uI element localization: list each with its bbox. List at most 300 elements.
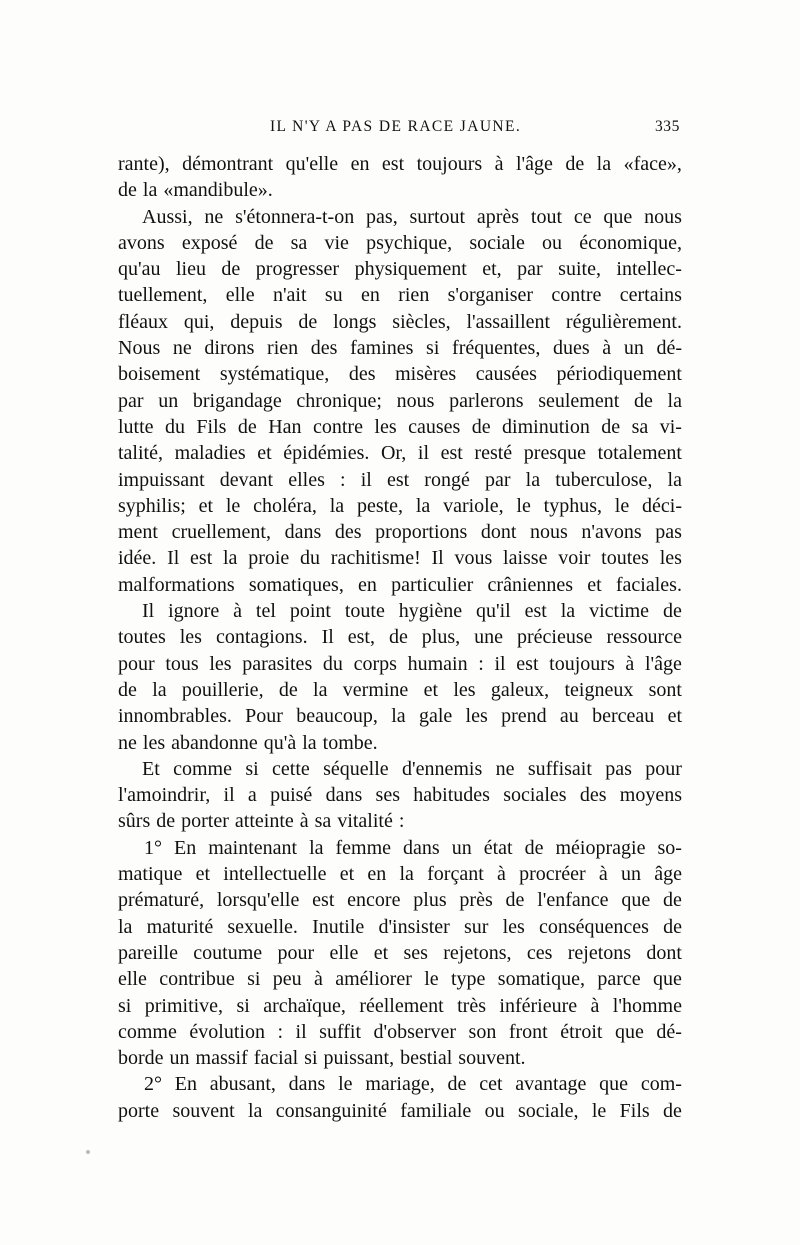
text-line xyxy=(118,993,682,1019)
word: lieu xyxy=(175,258,206,281)
running-head xyxy=(122,118,682,140)
word: réellement xyxy=(359,994,444,1017)
text-line xyxy=(118,230,682,256)
text-line xyxy=(118,151,682,177)
word: peste, xyxy=(356,494,404,517)
word: maladies xyxy=(174,442,246,465)
word: lutte xyxy=(118,415,154,438)
word: dans xyxy=(403,836,440,859)
word: sûrs xyxy=(118,810,151,833)
word: régulièrement. xyxy=(565,310,682,333)
word: ne xyxy=(118,731,137,754)
word: la xyxy=(309,836,324,859)
word: méiopragie xyxy=(555,836,646,859)
word: suffit xyxy=(319,1020,362,1043)
word: consanguinité xyxy=(275,1099,387,1122)
word: de xyxy=(156,810,176,833)
word: déci- xyxy=(642,494,682,517)
word: elle xyxy=(329,941,359,964)
word: ment xyxy=(118,521,158,544)
word: 1° xyxy=(144,836,162,859)
word: souvent. xyxy=(458,1047,526,1070)
word: évolution xyxy=(189,1020,265,1043)
word: précieuse xyxy=(516,626,593,649)
word: parlerons xyxy=(449,389,524,412)
word: femme xyxy=(335,836,392,859)
word: dans xyxy=(288,1073,326,1096)
word: seulement xyxy=(538,389,620,412)
word: : xyxy=(478,652,484,675)
word: de xyxy=(278,678,298,701)
word: siècles, xyxy=(392,310,451,333)
word: rachitisme! xyxy=(330,547,421,570)
word: très xyxy=(457,994,486,1017)
word: est xyxy=(516,652,539,675)
word: s'organiser xyxy=(447,284,534,307)
word: à xyxy=(598,863,608,886)
word: rejetons, xyxy=(443,941,512,964)
word: ne xyxy=(172,337,192,360)
word: dont xyxy=(480,521,517,544)
word: maturité xyxy=(146,915,214,938)
word: des xyxy=(334,521,362,544)
word: tuberculose, xyxy=(555,468,653,491)
word: de xyxy=(505,889,525,912)
word: archaïque, xyxy=(263,994,346,1017)
word: presque xyxy=(523,442,586,465)
word: est xyxy=(524,600,547,623)
word: de xyxy=(254,231,274,254)
word: corps xyxy=(353,652,397,675)
word: dans xyxy=(325,784,363,807)
word: contribue xyxy=(159,968,235,991)
word: proie xyxy=(248,547,290,570)
word: la xyxy=(560,600,576,623)
word: cette xyxy=(272,757,310,780)
word: porter xyxy=(181,810,229,833)
word: systématique, xyxy=(219,363,330,386)
word: rien xyxy=(398,284,430,307)
word: de xyxy=(118,179,137,202)
word: près xyxy=(459,889,493,912)
word: prend xyxy=(501,705,547,728)
word: fréquentes, xyxy=(452,337,541,360)
word: boisement xyxy=(118,363,201,386)
word: les xyxy=(374,415,397,438)
word: idée. xyxy=(118,547,157,570)
word: Il xyxy=(167,547,180,570)
word: somatique, xyxy=(497,968,585,991)
word: ressource xyxy=(606,626,682,649)
word: et, xyxy=(482,258,502,281)
word: la xyxy=(415,494,431,517)
word: avons xyxy=(118,231,165,254)
word: diminution xyxy=(502,415,590,438)
word: comme xyxy=(118,1020,177,1043)
text-line xyxy=(118,256,682,282)
word: puisé xyxy=(270,784,313,807)
text-line xyxy=(118,572,682,598)
word: état xyxy=(483,836,513,859)
word: en xyxy=(361,284,380,307)
word: les xyxy=(659,547,682,570)
word: n'avons xyxy=(581,521,642,544)
word: sexuelle. xyxy=(227,915,298,938)
word: avantage xyxy=(515,1073,587,1096)
word: talité, xyxy=(118,442,163,465)
word: par xyxy=(118,389,144,412)
word: la xyxy=(667,468,682,491)
word: Fils xyxy=(619,1099,650,1122)
word: variole, xyxy=(443,494,504,517)
word: certains xyxy=(619,284,682,307)
word: souvent xyxy=(172,1099,235,1122)
word: de xyxy=(565,153,585,175)
text-line xyxy=(118,361,682,387)
word: d'observer xyxy=(373,1020,457,1043)
word: devant xyxy=(219,468,274,491)
word: d'ennemis xyxy=(402,757,483,780)
word: la xyxy=(152,678,167,701)
word: nous xyxy=(396,389,435,412)
word: primitive, xyxy=(144,994,224,1017)
word: des xyxy=(579,784,607,807)
word: l'homme xyxy=(612,994,682,1017)
body-text xyxy=(118,151,682,1124)
word: tombe. xyxy=(322,731,378,754)
word: de xyxy=(524,836,544,859)
word: toutes xyxy=(601,547,649,570)
word: puissant, xyxy=(323,1047,395,1070)
word: dé- xyxy=(656,337,682,360)
word: les xyxy=(502,915,525,938)
word: innombrables. xyxy=(118,705,232,728)
word: le xyxy=(424,968,439,991)
word: les xyxy=(209,652,232,675)
word: son xyxy=(468,1020,497,1043)
word: misères xyxy=(395,363,457,386)
word: facial xyxy=(253,1047,299,1070)
word: crâniennes xyxy=(487,573,574,596)
text-line xyxy=(118,914,682,940)
word: de xyxy=(388,626,408,649)
word: psychique, xyxy=(366,231,453,254)
word: s'étonnera-t-on xyxy=(235,205,355,228)
word: Il xyxy=(321,626,334,649)
word: Et xyxy=(142,757,160,780)
word: et xyxy=(195,863,211,886)
word: de xyxy=(298,310,318,333)
word: rante), xyxy=(118,153,170,175)
word: victime xyxy=(589,600,650,623)
text-line xyxy=(118,782,682,808)
word: pas xyxy=(605,757,632,780)
word: atteinte xyxy=(234,810,294,833)
word: surtout xyxy=(409,205,466,228)
word: Il xyxy=(431,547,444,570)
word: 2° xyxy=(144,1073,162,1096)
word: tuellement, xyxy=(118,284,208,307)
word: pour xyxy=(118,652,155,675)
word: : xyxy=(340,468,346,491)
word: faciales. xyxy=(615,573,682,596)
word: plus, xyxy=(421,626,461,649)
word: so- xyxy=(657,836,682,859)
word: un xyxy=(451,836,472,859)
word: famines xyxy=(350,337,414,360)
running-title: IL N'Y A PAS DE RACE JAUNE. xyxy=(270,118,522,135)
word: berceau xyxy=(592,705,655,728)
word: point xyxy=(289,600,331,623)
word: séquelle xyxy=(323,757,389,780)
word: nous xyxy=(644,205,682,228)
word: brigandage xyxy=(192,389,282,412)
word: pouillerie, xyxy=(181,678,264,701)
word: parasites xyxy=(242,652,313,675)
word: de xyxy=(118,678,137,701)
word: du xyxy=(322,652,343,675)
word: com- xyxy=(640,1073,682,1096)
word: somatiques, xyxy=(248,573,344,596)
word: vermine xyxy=(342,678,409,701)
word: la xyxy=(399,863,414,886)
word: forçant xyxy=(427,863,484,886)
word: sont xyxy=(648,678,682,701)
word: les xyxy=(179,626,202,649)
word: : xyxy=(277,1020,284,1043)
word: teigneux xyxy=(564,678,634,701)
word: front xyxy=(508,1020,548,1043)
text-line xyxy=(118,624,682,650)
word: et xyxy=(257,442,272,465)
word: vie xyxy=(324,231,349,254)
word: habitudes xyxy=(413,784,490,807)
word: étroit xyxy=(560,1020,603,1043)
word: resté xyxy=(474,442,513,465)
word: massif xyxy=(195,1047,248,1070)
word: voir xyxy=(558,547,591,570)
word: en xyxy=(350,153,370,175)
word: et xyxy=(373,941,389,964)
word: «face», xyxy=(623,153,682,175)
word: par xyxy=(484,468,511,491)
word: sa xyxy=(314,810,332,833)
word: pas, xyxy=(366,205,398,228)
word: des xyxy=(310,337,338,360)
text-line xyxy=(118,835,682,861)
word: la xyxy=(302,731,317,754)
word: de xyxy=(662,600,682,623)
word: typhus, xyxy=(543,494,602,517)
word: et xyxy=(339,863,355,886)
word: particulier xyxy=(391,573,474,596)
word: ou xyxy=(542,231,563,254)
text-line xyxy=(118,467,682,493)
word: les xyxy=(465,705,488,728)
word: Pour xyxy=(245,705,283,728)
word: inférieure xyxy=(499,994,578,1017)
word: contre xyxy=(551,284,602,307)
word: si xyxy=(247,968,261,991)
word: tout xyxy=(530,205,563,228)
word: totalement xyxy=(597,442,682,465)
word: à xyxy=(494,153,504,175)
word: causées xyxy=(475,363,537,386)
word: matique xyxy=(118,863,183,886)
word: un xyxy=(169,1047,190,1070)
word: à xyxy=(314,968,323,991)
word: le xyxy=(591,1099,607,1122)
word: améliorer xyxy=(335,968,412,991)
word: qu'il xyxy=(475,600,511,623)
word: les xyxy=(453,678,476,701)
word: humain xyxy=(407,652,468,675)
word: mariage, xyxy=(365,1073,435,1096)
word: que xyxy=(603,205,633,228)
word: longs xyxy=(333,310,377,333)
word: épidémies. xyxy=(283,442,370,465)
word: une xyxy=(474,626,503,649)
word: pas xyxy=(655,521,682,544)
word: abandonne xyxy=(171,731,258,754)
word: ne xyxy=(204,205,224,228)
word: est xyxy=(386,468,410,491)
word: comme xyxy=(173,757,232,780)
word: d'insister xyxy=(378,915,450,938)
text-line xyxy=(118,440,682,466)
word: le xyxy=(614,494,630,517)
word: impuissant xyxy=(118,468,205,491)
text-line xyxy=(118,388,682,414)
word: Han xyxy=(268,415,302,438)
word: su xyxy=(324,284,343,307)
word: dont xyxy=(646,941,682,964)
word: que xyxy=(599,1073,629,1096)
word: pour xyxy=(277,941,315,964)
word: borde xyxy=(118,1047,164,1070)
word: de xyxy=(237,415,257,438)
word: intellec- xyxy=(616,258,682,281)
word: moyens xyxy=(619,784,682,807)
word: «mandibule». xyxy=(163,179,273,202)
word: et xyxy=(198,494,214,517)
word: de xyxy=(663,1099,682,1122)
word: En xyxy=(174,1073,197,1096)
word: qu'elle xyxy=(285,153,339,175)
word: âge xyxy=(654,863,682,886)
word: pour xyxy=(645,757,682,780)
word: abusant, xyxy=(209,1073,276,1096)
word: physiquement xyxy=(354,258,467,281)
word: que xyxy=(614,1020,644,1043)
word: sociales xyxy=(503,784,567,807)
word: et xyxy=(667,705,682,728)
word: plus xyxy=(413,889,447,912)
word: si xyxy=(118,994,132,1017)
word: rejetons xyxy=(567,941,632,964)
word: de xyxy=(601,415,621,438)
word: En xyxy=(174,836,197,859)
text-line xyxy=(118,861,682,887)
word: la xyxy=(596,153,612,175)
word: contagions. xyxy=(215,626,308,649)
word: ses xyxy=(403,941,428,964)
word: il xyxy=(494,652,506,675)
word: la xyxy=(525,468,541,491)
word: fléaux xyxy=(118,310,168,333)
word: cet xyxy=(479,1073,503,1096)
text-line xyxy=(118,1071,682,1097)
word: ignore xyxy=(168,600,220,623)
word: la xyxy=(223,547,238,570)
word: la xyxy=(313,678,328,701)
word: la xyxy=(248,1099,263,1122)
word: sa xyxy=(631,415,649,438)
word: au xyxy=(559,705,579,728)
word: à xyxy=(602,337,612,360)
word: la xyxy=(667,389,682,412)
word: toujours xyxy=(416,153,483,175)
word: un xyxy=(623,337,644,360)
word: porte xyxy=(118,1099,160,1122)
word: de xyxy=(221,258,241,281)
word: après xyxy=(476,205,520,228)
word: : xyxy=(398,810,405,833)
word: du xyxy=(300,547,321,570)
word: un xyxy=(158,389,179,412)
word: Or, xyxy=(380,442,407,465)
word: il xyxy=(360,468,372,491)
word: sa xyxy=(290,231,308,254)
word: gale xyxy=(418,705,453,728)
word: laisse xyxy=(503,547,548,570)
word: suite, xyxy=(558,258,601,281)
word: démontrant xyxy=(182,153,274,175)
text-line xyxy=(118,598,682,624)
word: prématuré, xyxy=(118,889,205,912)
word: à xyxy=(233,600,243,623)
text-line xyxy=(118,204,682,230)
text-line xyxy=(118,756,682,782)
word: par xyxy=(517,258,543,281)
paper-speck xyxy=(86,1150,90,1154)
word: ce xyxy=(573,205,592,228)
word: familiale xyxy=(400,1099,472,1122)
word: toutes xyxy=(118,626,166,649)
word: maintenant xyxy=(208,836,298,859)
word: de xyxy=(663,889,682,912)
word: si xyxy=(245,757,259,780)
word: vitalité xyxy=(337,810,393,833)
word: économique, xyxy=(579,231,682,254)
word: peu xyxy=(272,968,302,991)
word: dues xyxy=(552,337,590,360)
word: cruellement, xyxy=(171,521,271,544)
text-line xyxy=(118,414,682,440)
text-line xyxy=(118,309,682,335)
word: de xyxy=(633,389,653,412)
text-line xyxy=(118,282,682,308)
word: conséquences xyxy=(538,915,649,938)
word: vi- xyxy=(659,415,682,438)
word: sociale, xyxy=(517,1099,579,1122)
word: proportions xyxy=(375,521,468,544)
word: encore xyxy=(347,889,401,912)
word: la xyxy=(118,915,133,938)
word: elle xyxy=(225,284,255,307)
word: que xyxy=(621,889,651,912)
word: contre xyxy=(312,415,363,438)
